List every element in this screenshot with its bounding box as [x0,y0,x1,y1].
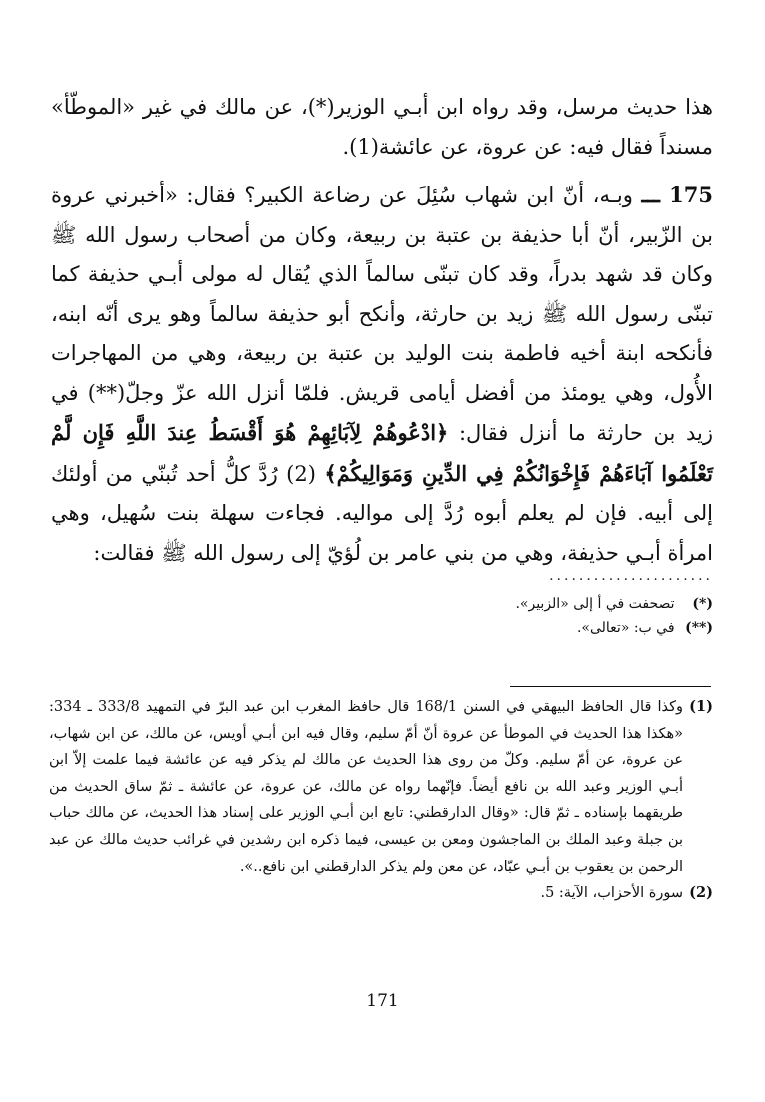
footnote [49,880,713,907]
footnote-text: سورة الأحزاب، الآية: 5. [540,885,683,902]
paragraph-175 [51,175,713,573]
main-text [51,88,713,573]
footnote-number: (1) [689,698,713,715]
hadith-text-b: (2) رُدَّ كلُّ أحد تُبنّي من أولئك إلى أبيه. فإن لم يعلم أبوه رُدَّ إلى مواليه. فجاءت سهلة بنت سُهيل، وهي امرأة أبـي حذيفة، وهي من بني عامر بن لُؤيّ إلى رسول الله ﷺ فقالت: [51,461,713,565]
star-note [51,592,713,616]
hadith-text-a: وبـه، أنّ ابن شهاب سُئِلَ عن رضاعة الكبير؟ فقال: «أخبرني عروة بن الزّبير، أنّ أبا حذيفة بن عتبة بن ربيعة، وكان من أصحاب رسول الله ﷺ وكان قد شهد بدراً، وقد كان تبنّى سالماً الذي يُقال له مولى أبـي حذيفة كما تبنّى رسول الله ﷺ زيد بن حارثة، وأنكح أبو حذيفة سالماً وهو يرى أنّه ابنه، فأنكحه ابنة أخيه فاطمة بنت الوليد بن عتبة بن ربيعة، وهي من المهاجرات الأُول، وهي يومئذ من أفضل أيامى قريش. فلمّا أنزل الله عزّ وجلّ(**) في زيد بن حارثة ما أنزل فقال: [51,183,713,445]
star-note-mark: (*) [692,596,713,612]
paragraph-1: هذا حديث مرسل، وقد رواه ابن أبـي الوزير(*)، عن مالك في غير «الموطّأ» مسنداً فقال فيه: عن عروة، عن عائشة(1). [51,95,713,159]
footnote-text: وكذا قال الحافظ البيهقي في السنن 168/1 قال حافظ المغرب ابن عبد البرّ في التمهيد 333/8 ـ 334: «هكذا هذا الحديث في الموطأ عن عروة أنّ أمّ سليم، وقال فيه ابن أبـي أويس، عن مالك، عن ابن شهاب، عن عروة، عن أمّ سليم. وكلّ من روى هذا الحديث عن مالك لم يذكر فيه عن عائشة فيما علمت إلاّ ابن أبـي الوزير وعبد الله بن نافع أيضاً. فإنّهما رواه عن مالك، عن عروة، عن عائشة ـ ثمّ ساق الحديث من طريقهما بإسناده ـ ثمّ قال: «وقال الدارقطني: تابع ابن أبـي الوزير على إسناد هذا الحديث، عن مالك حباب بن جبلة وعبد الملك بن الماجشون ومعن بن عيسى، فيما ذكره ابن رشدين في غرائب حديث مالك عن عبد الرحمن بن يعقوب بن أبـي عبّاد، عن معن ولم يذكر الدارقطني ابن نافع..». [49,699,684,875]
star-note-text: تصحفت في أ إلى «الزبير». [515,596,675,612]
hadith-number: 175 ـــ [641,182,713,207]
star-note-mark: (**) [685,620,713,636]
star-note-text: في ب: «تعالى». [576,620,675,636]
footnote [49,694,713,880]
star-notes [51,592,713,640]
quran-verse: ﴿ادْعُوهُمْ لِآبَائِهِمْ هُوَ أَقْسَطُ عِندَ اللَّهِ فَإِن لَّمْ تَعْلَمُوا آبَاءَهُمْ فَإِخْوَانُكُمْ فِي الدِّينِ وَمَوَالِيكُمْ﴾ [51,420,713,486]
footnote-number: (2) [689,884,713,902]
separator-dots: ...................... [549,568,713,584]
star-note [51,616,713,640]
footnote-divider [510,686,711,687]
footnotes [49,694,713,907]
page-number: 171 [366,991,399,1011]
